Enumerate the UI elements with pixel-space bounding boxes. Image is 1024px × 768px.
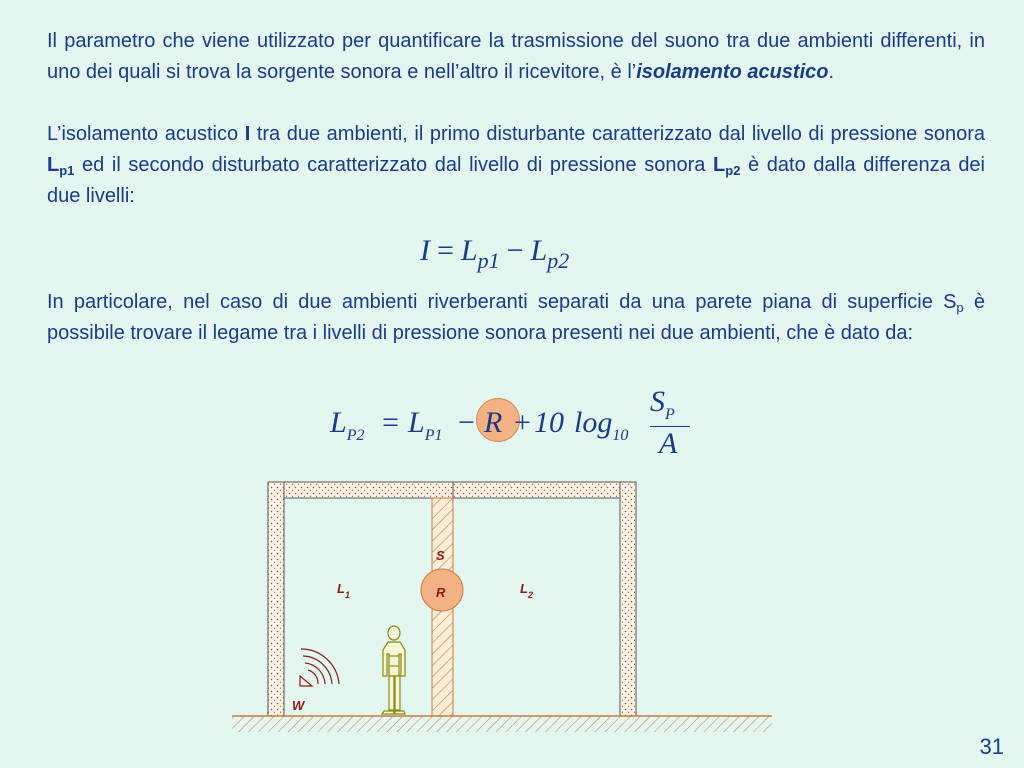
- label-L1-base: L: [337, 581, 345, 596]
- eq1-term2: L: [530, 234, 548, 267]
- eq1-minus: −: [506, 234, 524, 267]
- def-text-1: L’isolamento acustico: [47, 123, 245, 145]
- label-L1: [337, 581, 350, 600]
- label-L1-sub: 1: [344, 590, 350, 600]
- eq2-log-base: log: [574, 406, 613, 439]
- intro-text: Il parametro che viene utilizzato per quantificare la trasmissione del suono tra due ambienti differenti, in uno dei quali si trova la sorgente sonora e nell’altro il ricevitore, è l’: [47, 30, 985, 83]
- eq2-minus: −: [458, 406, 475, 439]
- eq2-term1-base: L: [408, 406, 425, 439]
- def-text-4: è dato dalla differenza dei due livelli:: [47, 154, 986, 207]
- label-R: R: [436, 585, 446, 600]
- floor: [232, 716, 772, 732]
- eq1-term1-sub: p1: [477, 248, 500, 273]
- symbol-Lp1-sub: p1: [59, 163, 75, 178]
- eq1-term1: L: [460, 234, 478, 267]
- eq1-lhs: I: [420, 234, 430, 267]
- label-W: W: [292, 698, 305, 713]
- eq1-equals: =: [437, 234, 454, 267]
- eq2-denominator: A: [659, 427, 678, 460]
- symbol-Lp2-sub: p2: [725, 163, 741, 178]
- label-L2-sub: 2: [527, 590, 533, 600]
- intro-end: .: [828, 61, 835, 83]
- eq2-equals: =: [382, 406, 399, 439]
- symbol-I: I: [244, 123, 251, 145]
- sound-source-icon: [300, 649, 339, 686]
- label-L2: [520, 581, 533, 600]
- person-icon: [382, 626, 405, 714]
- eq2-lhs-base: L: [330, 406, 347, 439]
- eq2-num-sub: P: [665, 406, 675, 423]
- symbol-Lp1-base: L: [47, 154, 60, 176]
- eq2-num-base: S: [650, 385, 665, 418]
- def-text-2: tra due ambienti, il primo disturbante caratterizzato dal livello di pressione sonora: [250, 123, 986, 145]
- rev-sub: p: [956, 300, 964, 315]
- eq2-plus: +: [514, 406, 531, 439]
- eq2-log-sub: 10: [612, 427, 629, 444]
- eq2-R: R: [484, 406, 503, 439]
- slide-number: 31: [979, 734, 1004, 759]
- eq2-term1-sub: P1: [424, 427, 443, 444]
- eq2-lhs-sub: P2: [346, 427, 365, 444]
- rev-text-1: In particolare, nel caso di due ambienti riverberanti separati da una parete piana di superficie S: [47, 291, 957, 313]
- label-L2-base: L: [520, 581, 528, 596]
- eq1-term2-sub: p2: [547, 248, 570, 273]
- rev-text-2: è possibile trovare il legame tra i livelli di pressione sonora presenti nei due ambienti, che è dato da:: [47, 291, 985, 344]
- def-text-3: ed il secondo disturbato caratterizzato dal livello di pressione sonora: [74, 154, 714, 176]
- symbol-Lp2-base: L: [713, 154, 726, 176]
- emphasis-isolamento: isolamento acustico: [636, 61, 829, 83]
- eq2-coef: 10: [534, 406, 564, 439]
- label-S: S: [436, 548, 445, 563]
